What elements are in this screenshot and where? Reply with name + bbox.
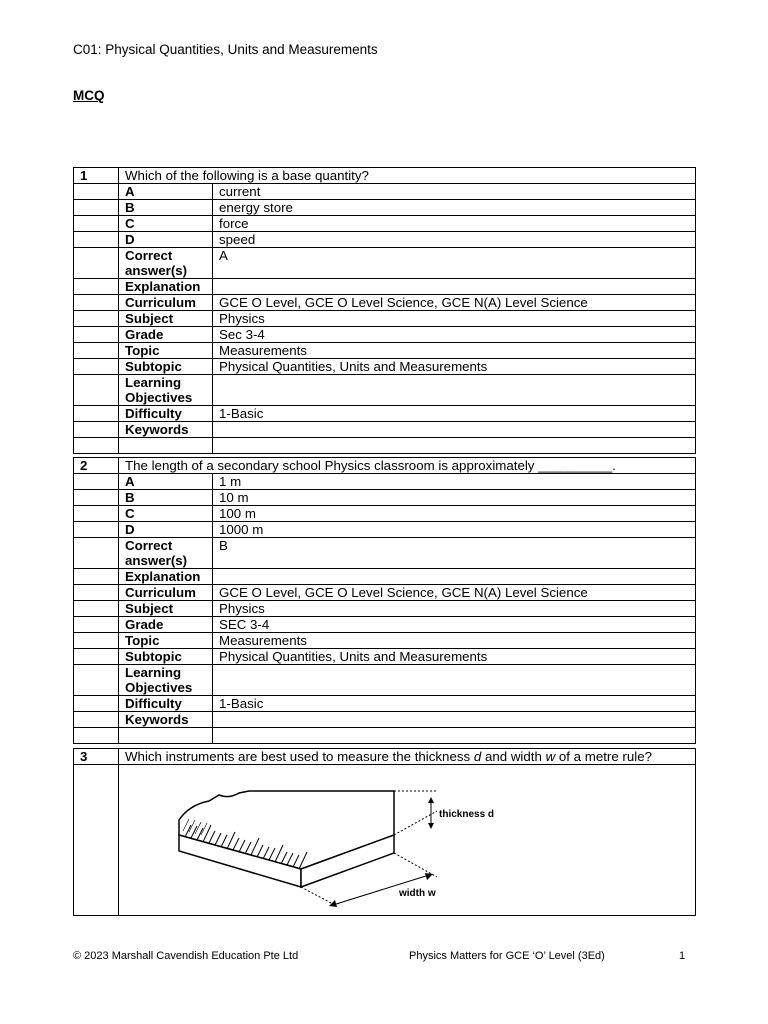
option-row (74, 184, 696, 200)
meta-row-topic (74, 343, 696, 359)
difficulty-label: Difficulty (119, 406, 213, 422)
question-table-3 (73, 748, 696, 916)
meta-row-curriculum (74, 295, 696, 311)
topic-value: Measurements (213, 633, 696, 649)
option-letter: D (119, 522, 213, 538)
spacer-row (74, 728, 696, 744)
meta-row-topic (74, 633, 696, 649)
grade-label: Grade (119, 617, 213, 633)
meta-row-subtopic (74, 359, 696, 375)
subtopic-value: Physical Quantities, Units and Measurements (213, 359, 696, 375)
correct-value: B (213, 538, 696, 569)
meta-row-keywords (74, 712, 696, 728)
option-text: current (213, 184, 696, 200)
explanation-value (213, 569, 696, 585)
option-row (74, 200, 696, 216)
topic-label: Topic (119, 633, 213, 649)
topic-label: Topic (119, 343, 213, 359)
option-row (74, 490, 696, 506)
curriculum-label: Curriculum (119, 585, 213, 601)
option-text: 1 m (213, 474, 696, 490)
grade-value: Sec 3-4 (213, 327, 696, 343)
objectives-value (213, 665, 696, 696)
subject-label: Subject (119, 311, 213, 327)
option-text: 1000 m (213, 522, 696, 538)
question-table-1 (73, 167, 696, 454)
question-stem: Which instruments are best used to measure the thickness d and width w of a metre rule? (119, 749, 696, 765)
explanation-value (213, 279, 696, 295)
curriculum-value: GCE O Level, GCE O Level Science, GCE N(A) Level Science (213, 585, 696, 601)
meta-row-subtopic (74, 649, 696, 665)
meta-row-objectives (74, 375, 696, 406)
keywords-label: Keywords (119, 422, 213, 438)
subtopic-label: Subtopic (119, 649, 213, 665)
figure-cell (119, 765, 696, 916)
meta-row-subject (74, 311, 696, 327)
option-row (74, 522, 696, 538)
option-letter: B (119, 490, 213, 506)
grade-value: SEC 3-4 (213, 617, 696, 633)
meta-row-curriculum (74, 585, 696, 601)
option-row (74, 232, 696, 248)
option-text: 100 m (213, 506, 696, 522)
question-stem: The length of a secondary school Physics classroom is approximately __________. (119, 458, 696, 474)
meta-row-keywords (74, 422, 696, 438)
meta-row-grade (74, 617, 696, 633)
option-row (74, 474, 696, 490)
objectives-label: Learning Objectives (119, 375, 213, 406)
footer-copyright: © 2023 Marshall Cavendish Education Pte Ltd (73, 950, 299, 962)
footer-book-title: Physics Matters for GCE ‘O’ Level (3Ed) (409, 950, 605, 962)
difficulty-value: 1-Basic (213, 696, 696, 712)
meta-row-grade (74, 327, 696, 343)
correct-label: Correct answer(s) (119, 538, 213, 569)
meta-row-subject (74, 601, 696, 617)
document-header: C01: Physical Quantities, Units and Measurements (73, 42, 378, 57)
meta-row-correct (74, 538, 696, 569)
subject-label: Subject (119, 601, 213, 617)
meta-row-explanation (74, 279, 696, 295)
keywords-label: Keywords (119, 712, 213, 728)
option-letter: B (119, 200, 213, 216)
difficulty-value: 1-Basic (213, 406, 696, 422)
section-title: MCQ (73, 88, 105, 103)
option-letter: A (119, 474, 213, 490)
question-stem: Which of the following is a base quantity? (119, 168, 696, 184)
keywords-value (213, 422, 696, 438)
subtopic-value: Physical Quantities, Units and Measurements (213, 649, 696, 665)
meta-row-correct (74, 248, 696, 279)
thickness-label: thickness d (439, 809, 495, 820)
option-text: force (213, 216, 696, 232)
question-number: 3 (74, 749, 119, 765)
question-row (74, 749, 696, 765)
option-text: energy store (213, 200, 696, 216)
question-row (74, 458, 696, 474)
question-row (74, 168, 696, 184)
objectives-label: Learning Objectives (119, 665, 213, 696)
topic-value: Measurements (213, 343, 696, 359)
option-letter: D (119, 232, 213, 248)
subject-value: Physics (213, 311, 696, 327)
footer-page-number: 1 (679, 950, 686, 962)
correct-value: A (213, 248, 696, 279)
subtopic-label: Subtopic (119, 359, 213, 375)
meta-row-explanation (74, 569, 696, 585)
option-row (74, 216, 696, 232)
curriculum-value: GCE O Level, GCE O Level Science, GCE N(A) Level Science (213, 295, 696, 311)
subject-value: Physics (213, 601, 696, 617)
option-text: speed (213, 232, 696, 248)
meta-row-difficulty (74, 696, 696, 712)
question-table-2 (73, 457, 696, 744)
grade-label: Grade (119, 327, 213, 343)
meta-row-objectives (74, 665, 696, 696)
width-label: width w (399, 888, 436, 899)
explanation-label: Explanation (119, 279, 213, 295)
curriculum-label: Curriculum (119, 295, 213, 311)
objectives-value (213, 375, 696, 406)
difficulty-label: Difficulty (119, 696, 213, 712)
option-text: 10 m (213, 490, 696, 506)
option-row (74, 506, 696, 522)
question-number: 1 (74, 168, 119, 184)
question-number: 2 (74, 458, 119, 474)
option-letter: A (119, 184, 213, 200)
meta-row-difficulty (74, 406, 696, 422)
metre-rule-figure (119, 765, 599, 915)
correct-label: Correct answer(s) (119, 248, 213, 279)
option-letter: C (119, 216, 213, 232)
figure-row (74, 765, 696, 916)
keywords-value (213, 712, 696, 728)
option-letter: C (119, 506, 213, 522)
spacer-row (74, 438, 696, 454)
explanation-label: Explanation (119, 569, 213, 585)
